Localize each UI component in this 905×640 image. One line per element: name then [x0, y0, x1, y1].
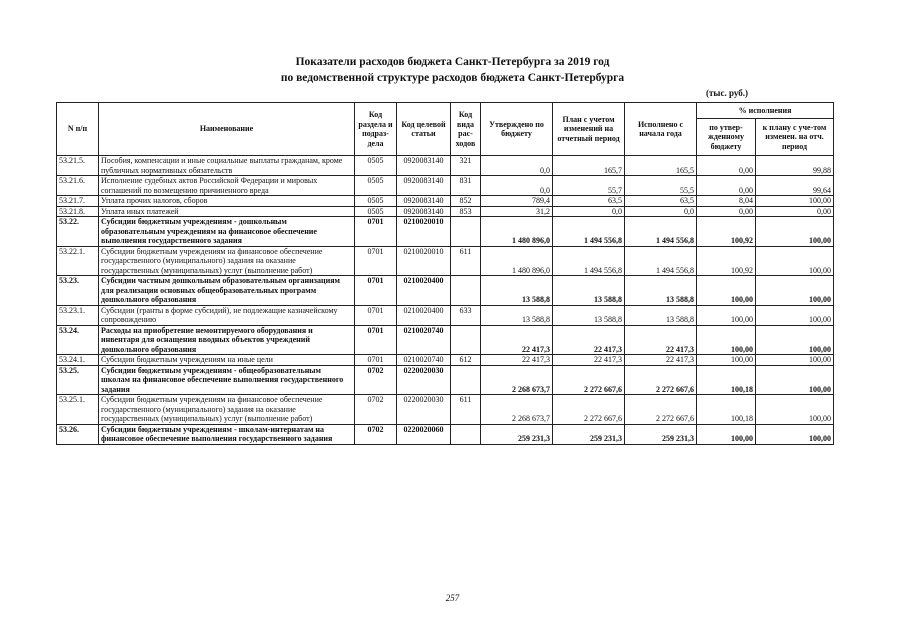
cell-executed: 2 272 667,6: [625, 395, 697, 425]
cell-pct-plan: 100,00: [756, 395, 834, 425]
cell-approved: 1 480 896,0: [481, 246, 553, 276]
cell-plan: 13 588,8: [553, 305, 625, 325]
cell-section: 0702: [355, 424, 397, 444]
cell-target: 0920083140: [397, 196, 451, 207]
cell-executed: 13 588,8: [625, 276, 697, 306]
table-row: [57, 176, 834, 196]
header-plan: План с учетом изменений на отчетный период: [553, 103, 625, 156]
table-row: [57, 217, 834, 247]
cell-type: 633: [451, 305, 481, 325]
cell-approved: 13 588,8: [481, 276, 553, 306]
cell-section: 0505: [355, 176, 397, 196]
cell-approved: 259 231,3: [481, 424, 553, 444]
cell-target: 0220020030: [397, 395, 451, 425]
cell-name: Субсидии бюджетным учреждениям - общеобразовательным школам на финансовое обеспечение выполнения государственного задания: [99, 365, 355, 395]
cell-section: 0505: [355, 156, 397, 176]
cell-name: Субсидии бюджетным учреждениям на иные цели: [99, 355, 355, 366]
cell-name: Уплата иных платежей: [99, 206, 355, 217]
cell-executed: 13 588,8: [625, 305, 697, 325]
cell-pct-plan: 100,00: [756, 305, 834, 325]
cell-section: 0701: [355, 355, 397, 366]
cell-type: 611: [451, 246, 481, 276]
cell-section: 0701: [355, 217, 397, 247]
table-row: [57, 206, 834, 217]
cell-name: Субсидии бюджетным учреждениям - дошкольным образовательным учреждениям на финансовое обеспечение выполнения государственного задания: [99, 217, 355, 247]
cell-plan: 63,5: [553, 196, 625, 207]
cell-section: 0505: [355, 196, 397, 207]
cell-executed: 165,5: [625, 156, 697, 176]
table-row: [57, 365, 834, 395]
cell-approved: 0,0: [481, 176, 553, 196]
table-row: [57, 156, 834, 176]
cell-name: Уплата прочих налогов, сборов: [99, 196, 355, 207]
page-number: 257: [445, 593, 460, 603]
cell-num: 53.24.1.: [57, 355, 99, 366]
cell-name: Субсидии бюджетным учреждениям на финансовое обеспечение государственного (муниципального) задания на оказание государственных (муниципальных) услуг (выполнение работ): [99, 246, 355, 276]
cell-num: 53.21.5.: [57, 156, 99, 176]
table-row: [57, 355, 834, 366]
cell-num: 53.23.: [57, 276, 99, 306]
cell-target: 0920083140: [397, 156, 451, 176]
cell-plan: 1 494 556,8: [553, 246, 625, 276]
table-row: [57, 276, 834, 306]
cell-pct-budget: 8,04: [697, 196, 756, 207]
cell-approved: 789,4: [481, 196, 553, 207]
cell-approved: 2 268 673,7: [481, 365, 553, 395]
header-executed: Исполнено с начала года: [625, 103, 697, 156]
cell-plan: 22 417,3: [553, 355, 625, 366]
cell-executed: 0,0: [625, 206, 697, 217]
cell-executed: 2 272 667,6: [625, 365, 697, 395]
cell-type: 853: [451, 206, 481, 217]
report-title-line1: Показатели расходов бюджета Санкт-Петербурга за 2019 год: [295, 56, 610, 68]
header-num: N п/п: [57, 103, 99, 156]
cell-pct-budget: 100,92: [697, 217, 756, 247]
cell-num: 53.21.7.: [57, 196, 99, 207]
cell-pct-plan: 100,00: [756, 246, 834, 276]
cell-target: 0210020400: [397, 276, 451, 306]
cell-plan: 2 272 667,6: [553, 365, 625, 395]
header-pct-plan: к плану с уче-том изменен. на отч. период: [756, 119, 834, 156]
cell-target: 0210020400: [397, 305, 451, 325]
units-label: (тыс. руб.): [706, 88, 748, 98]
cell-pct-plan: 100,00: [756, 276, 834, 306]
cell-num: 53.21.6.: [57, 176, 99, 196]
header-section: Код раздела и подраз-дела: [355, 103, 397, 156]
cell-pct-budget: 100,18: [697, 395, 756, 425]
table-row: [57, 325, 834, 355]
cell-pct-budget: 100,18: [697, 365, 756, 395]
cell-num: 53.24.: [57, 325, 99, 355]
cell-name: Расходы на приобретение немонтируемого оборудования и инвентаря для оснащения вводных объектов учреждений дошкольного образования: [99, 325, 355, 355]
table-row: [57, 246, 834, 276]
cell-pct-plan: 100,00: [756, 217, 834, 247]
cell-type: [451, 325, 481, 355]
cell-type: 831: [451, 176, 481, 196]
cell-pct-budget: 0,00: [697, 156, 756, 176]
cell-type: [451, 424, 481, 444]
cell-plan: 13 588,8: [553, 276, 625, 306]
table-row: [57, 395, 834, 425]
cell-num: 53.25.: [57, 365, 99, 395]
cell-executed: 1 494 556,8: [625, 246, 697, 276]
cell-executed: 22 417,3: [625, 355, 697, 366]
cell-pct-budget: 100,00: [697, 276, 756, 306]
cell-executed: 22 417,3: [625, 325, 697, 355]
cell-plan: 259 231,3: [553, 424, 625, 444]
cell-type: [451, 276, 481, 306]
cell-section: 0702: [355, 395, 397, 425]
cell-target: 0920083140: [397, 176, 451, 196]
cell-approved: 0,0: [481, 156, 553, 176]
cell-name: Пособия, компенсации и иные социальные выплаты гражданам, кроме публичных нормативных обязательств: [99, 156, 355, 176]
cell-plan: 0,0: [553, 206, 625, 217]
cell-target: 0210020010: [397, 217, 451, 247]
cell-executed: 1 494 556,8: [625, 217, 697, 247]
cell-pct-plan: 99,64: [756, 176, 834, 196]
cell-num: 53.21.8.: [57, 206, 99, 217]
cell-pct-plan: 100,00: [756, 424, 834, 444]
table-row: [57, 196, 834, 207]
header-target: Код целевой статьи: [397, 103, 451, 156]
table-row: [57, 305, 834, 325]
cell-pct-budget: 0,00: [697, 206, 756, 217]
cell-num: 53.25.1.: [57, 395, 99, 425]
cell-approved: 22 417,3: [481, 325, 553, 355]
header-type: Код вида рас-ходов: [451, 103, 481, 156]
cell-approved: 13 588,8: [481, 305, 553, 325]
cell-type: 852: [451, 196, 481, 207]
cell-num: 53.22.: [57, 217, 99, 247]
cell-num: 53.23.1.: [57, 305, 99, 325]
cell-name: Субсидии частным дошкольным образовательным организациям для реализации основных общеобразовательных программ дошкольного образования: [99, 276, 355, 306]
cell-section: 0701: [355, 305, 397, 325]
cell-name: Субсидии бюджетным учреждениям - школам-интернатам на финансовое обеспечение выполнения государственного задания: [99, 424, 355, 444]
cell-pct-budget: 100,00: [697, 305, 756, 325]
cell-type: 612: [451, 355, 481, 366]
cell-name: Исполнение судебных актов Российской Федерации и мировых соглашений по возмещению причиненного вреда: [99, 176, 355, 196]
cell-plan: 55,7: [553, 176, 625, 196]
cell-section: 0701: [355, 325, 397, 355]
cell-target: 0210020740: [397, 355, 451, 366]
cell-target: 0210020010: [397, 246, 451, 276]
table-body: [57, 156, 834, 445]
cell-target: 0220020060: [397, 424, 451, 444]
cell-name: Субсидии (гранты в форме субсидий), не подлежащие казначейскому сопровождению: [99, 305, 355, 325]
cell-pct-plan: 100,00: [756, 196, 834, 207]
header-name: Наименование: [99, 103, 355, 156]
cell-approved: 31,2: [481, 206, 553, 217]
cell-approved: 22 417,3: [481, 355, 553, 366]
report-title-line2: по ведомственной структуре расходов бюджета Санкт-Петербурга: [280, 72, 625, 84]
cell-pct-plan: 100,00: [756, 355, 834, 366]
cell-type: 611: [451, 395, 481, 425]
header-approved: Утверждено по бюджету: [481, 103, 553, 156]
cell-pct-plan: 100,00: [756, 325, 834, 355]
cell-pct-plan: 100,00: [756, 365, 834, 395]
cell-section: 0505: [355, 206, 397, 217]
cell-pct-budget: 0,00: [697, 176, 756, 196]
cell-approved: 2 268 673,7: [481, 395, 553, 425]
expenses-table: [56, 102, 834, 445]
cell-type: 321: [451, 156, 481, 176]
cell-target: 0220020030: [397, 365, 451, 395]
cell-plan: 2 272 667,6: [553, 395, 625, 425]
cell-pct-budget: 100,92: [697, 246, 756, 276]
cell-executed: 63,5: [625, 196, 697, 207]
cell-plan: 1 494 556,8: [553, 217, 625, 247]
cell-target: 0920083140: [397, 206, 451, 217]
cell-pct-plan: 0,00: [756, 206, 834, 217]
cell-section: 0701: [355, 276, 397, 306]
cell-executed: 55,5: [625, 176, 697, 196]
cell-target: 0210020740: [397, 325, 451, 355]
cell-num: 53.26.: [57, 424, 99, 444]
cell-approved: 1 480 896,0: [481, 217, 553, 247]
cell-plan: 22 417,3: [553, 325, 625, 355]
cell-name: Субсидии бюджетным учреждениям на финансовое обеспечение государственного (муниципального) задания на оказание государственных (муниципальных) услуг (выполнение работ): [99, 395, 355, 425]
table-row: [57, 424, 834, 444]
cell-num: 53.22.1.: [57, 246, 99, 276]
cell-pct-budget: 100,00: [697, 424, 756, 444]
cell-section: 0702: [355, 365, 397, 395]
header-pct-budget: по утвер-жденному бюджету: [697, 119, 756, 156]
cell-type: [451, 365, 481, 395]
cell-plan: 165,7: [553, 156, 625, 176]
cell-pct-budget: 100,00: [697, 355, 756, 366]
cell-executed: 259 231,3: [625, 424, 697, 444]
cell-pct-plan: 99,88: [756, 156, 834, 176]
cell-type: [451, 217, 481, 247]
header-pct: % исполнения: [697, 103, 834, 119]
cell-section: 0701: [355, 246, 397, 276]
cell-pct-budget: 100,00: [697, 325, 756, 355]
